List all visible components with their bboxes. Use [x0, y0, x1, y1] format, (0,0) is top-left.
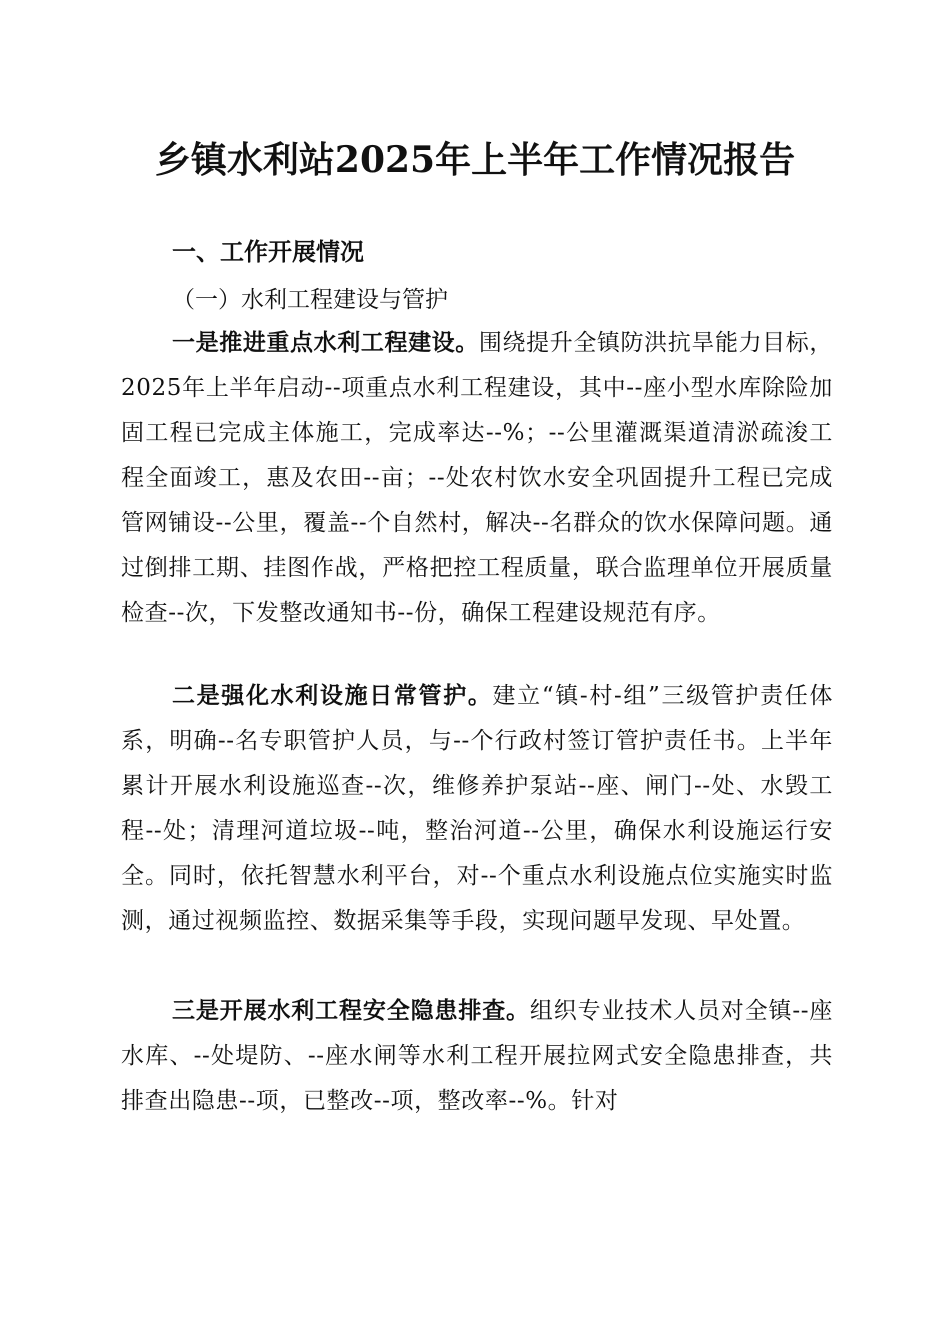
- paragraph-lead: 三是开展水利工程安全隐患排查。: [172, 997, 530, 1024]
- document-title: 乡镇水利站2025年上半年工作情况报告: [154, 139, 796, 181]
- paragraph-body: 围绕提升全镇防洪抗旱能力目标，2025年上半年启动--项重点水利工程建设，其中--座小型水库除险加固工程已完成主体施工，完成率达--%；--公里灌溉渠道清淤疏浚工程全面竣工，惠及农田--亩；--处农村饮水安全巩固提升工程已完成管网铺设--公里，覆盖--个自然村，解决--名群众的饮水保障问题。通过倒排工期、挂图作战，严格把控工程质量，联合监理单位开展质量检查--次，下发整改通知书--份，确保工程建设规范有序。: [121, 330, 833, 626]
- subsection-heading-water-projects: （一）水利工程建设与管护: [172, 287, 448, 313]
- paragraph-safety-inspection: [121, 988, 833, 1124]
- paragraph-lead: 二是强化水利设施日常管护。: [172, 682, 493, 709]
- paragraph-key-projects: [121, 320, 833, 636]
- paragraph-body: 建立“镇-村-组”三级管护责任体系，明确--名专职管护人员，与--个行政村签订管护责任书。上半年累计开展水利设施巡查--次，维修养护泵站--座、闸门--处、水毁工程--处；清理河道垃圾--吨，整治河道--公里，确保水利设施运行安全。同时，依托智慧水利平台，对--个重点水利设施点位实施实时监测，通过视频监控、数据采集等手段，实现问题早发现、早处置。: [121, 683, 833, 934]
- paragraph-daily-maintenance: [121, 673, 833, 944]
- paragraph-body: 组织专业技术人员对全镇--座水库、--处堤防、--座水闸等水利工程开展拉网式安全隐患排查，共排查出隐患--项，已整改--项，整改率--%。针对: [121, 998, 833, 1114]
- section-heading-work-progress: 一、工作开展情况: [172, 238, 364, 266]
- paragraph-lead: 一是推进重点水利工程建设。: [172, 329, 479, 356]
